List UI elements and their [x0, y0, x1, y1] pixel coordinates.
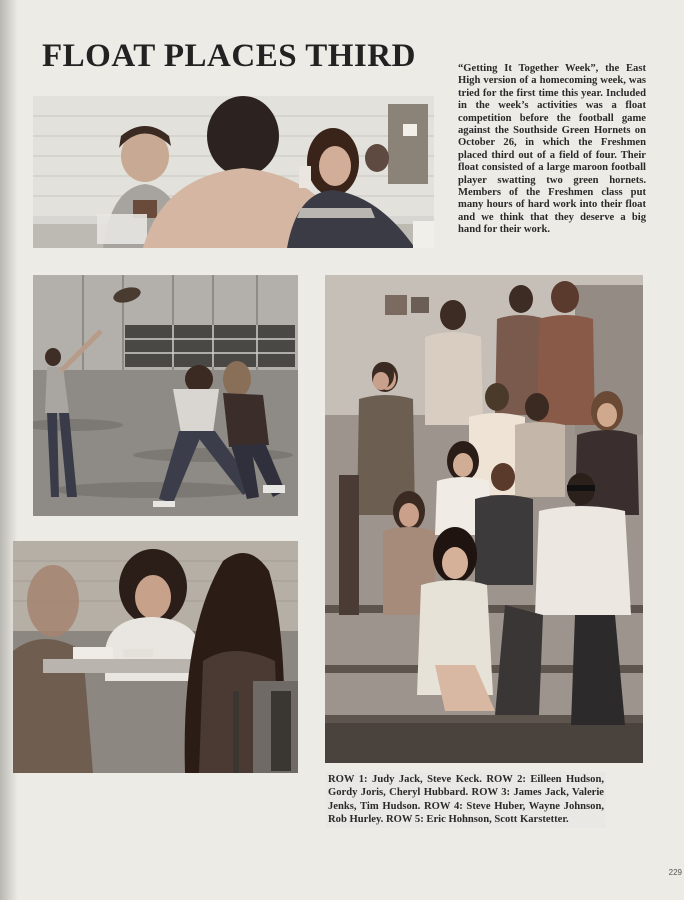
photo-freshmen-class-group: [325, 275, 643, 763]
photo-football-game: [33, 275, 298, 516]
photo-caption-names: ROW 1: Judy Jack, Steve Keck. ROW 2: Eilleen Hudson, Gordy Joris, Cheryl Hubbard. ROW 3: James Jack, Valerie Jenks, Tim Hudson. ROW 4: Steve Huber, Wayne Johnson, Rob Hurley. ROW 5: Eric Hohnson, Scott Karstetter.: [326, 772, 606, 828]
photo-girls-at-lunch: [13, 541, 298, 773]
page-number: 229: [668, 868, 682, 877]
story-text: “Getting It Together Week”, the East High version of a homecoming week, was tried for the first time this year. Included in the week’s activities was a float competition before the football game against the Southside Green Hornets on October 26, in which the Freshmen placed third out of a field of four. Their float consisted of a large maroon football player swatting two green hornets. Members of the Freshmen class put many hours of hard work into their float and we think that they deserve a big hand for their work.: [458, 63, 646, 236]
page-headline: FLOAT PLACES THIRD: [42, 38, 416, 74]
photo-students-eating: [33, 96, 434, 248]
